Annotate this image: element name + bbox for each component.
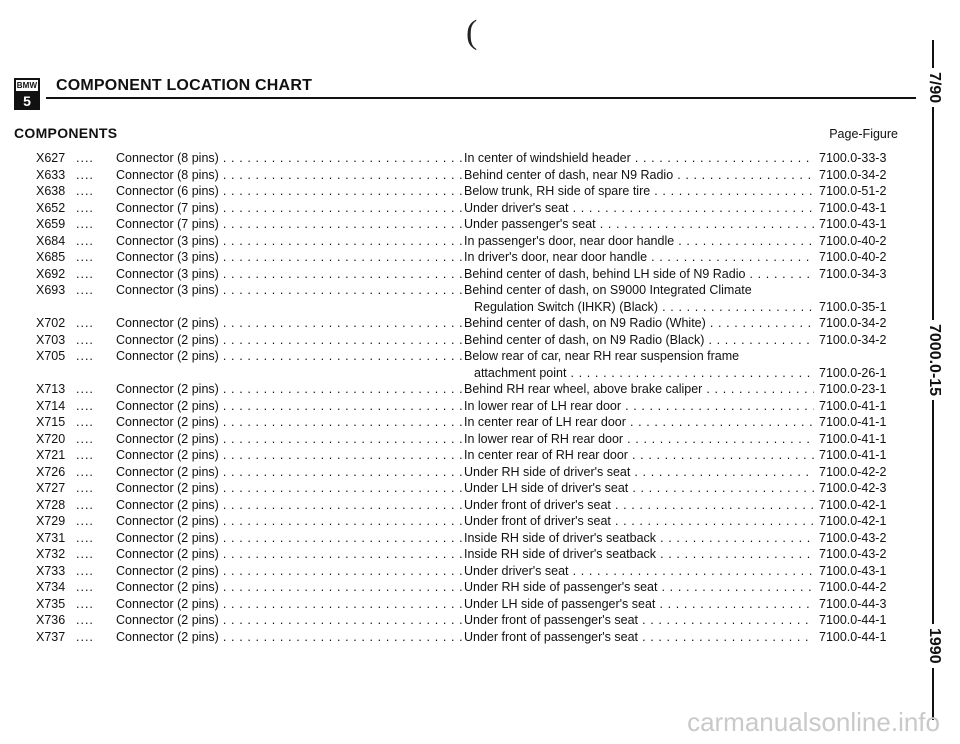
component-location: Under LH side of passenger's seat . . . <box>464 596 814 613</box>
component-description: Connector (7 pins) . . . <box>116 216 466 233</box>
id-leader-dots: .... <box>76 580 94 594</box>
component-id: X713 <box>36 382 66 396</box>
table-row <box>36 398 896 415</box>
component-location: In lower rear of RH rear door . . . <box>464 431 814 448</box>
id-leader-dots: .... <box>76 481 94 495</box>
component-location: Below trunk, RH side of spare tire . . . <box>464 183 814 200</box>
table-row <box>36 381 896 398</box>
component-location: Under driver's seat . . . <box>464 200 814 217</box>
component-description: Connector (2 pins) . . . <box>116 414 466 431</box>
component-id: X729 <box>36 514 66 528</box>
id-leader-dots: .... <box>76 448 94 462</box>
component-location: Behind center of dash, on N9 Radio (White) . . . <box>464 315 814 332</box>
component-location: Behind center of dash, behind LH side of N9 Radio . . . <box>464 266 814 283</box>
component-description: Connector (2 pins) . . . <box>116 315 466 332</box>
table-row <box>36 299 896 316</box>
page-figure-ref: 7100.0-44-1 <box>819 613 887 627</box>
id-leader-dots: .... <box>76 200 94 215</box>
component-description: Connector (2 pins) . . . <box>116 563 466 580</box>
page-figure-ref: 7100.0-43-2 <box>819 530 887 545</box>
component-description: Connector (2 pins) . . . <box>116 596 466 613</box>
component-location: Regulation Switch (IHKR) (Black) . . . <box>464 299 814 316</box>
table-row <box>36 480 896 497</box>
id-leader-dots: .... <box>76 217 94 231</box>
page-figure-ref: 7100.0-44-2 <box>819 580 887 594</box>
table-row <box>36 464 896 481</box>
component-id: X702 <box>36 316 66 330</box>
table-row <box>36 431 896 448</box>
component-id: X684 <box>36 233 66 248</box>
table-row <box>36 546 896 563</box>
id-leader-dots: .... <box>76 332 94 347</box>
component-location: In center rear of LH rear door . . . <box>464 414 814 431</box>
page-figure-ref: 7100.0-34-3 <box>819 266 887 281</box>
component-description: Connector (2 pins) . . . <box>116 398 466 415</box>
component-id: X693 <box>36 283 66 297</box>
page-figure-ref: 7100.0-42-1 <box>819 497 887 512</box>
component-location: Inside RH side of driver's seatback . . . <box>464 546 814 563</box>
component-location: Under driver's seat . . . <box>464 563 814 580</box>
page-figure-ref: 7100.0-34-2 <box>819 332 887 347</box>
component-description: Connector (2 pins) . . . <box>116 497 466 514</box>
page-figure-ref: 7100.0-34-2 <box>819 316 887 330</box>
id-leader-dots: .... <box>76 316 94 330</box>
component-description: Connector (3 pins) . . . <box>116 266 466 283</box>
component-description: Connector (8 pins) . . . <box>116 150 466 167</box>
id-leader-dots: .... <box>76 464 94 479</box>
table-row <box>36 563 896 580</box>
component-description: Connector (2 pins) . . . <box>116 431 466 448</box>
id-leader-dots: .... <box>76 596 94 611</box>
component-location: In driver's door, near door handle . . . <box>464 249 814 266</box>
component-id: X728 <box>36 497 66 512</box>
component-id: X627 <box>36 151 66 165</box>
page-figure-ref: 7100.0-23-1 <box>819 382 887 396</box>
component-description: Connector (2 pins) . . . <box>116 464 466 481</box>
component-id: X715 <box>36 415 66 429</box>
table-row <box>36 315 896 332</box>
page-figure-ref: 7100.0-42-2 <box>819 464 887 479</box>
id-leader-dots: .... <box>76 613 94 627</box>
id-leader-dots: .... <box>76 266 94 281</box>
id-leader-dots: .... <box>76 382 94 396</box>
page-figure-header: Page-Figure <box>829 127 898 141</box>
component-location: Behind center of dash, on S9000 Integrated Climate <box>464 283 752 297</box>
component-id: X736 <box>36 613 66 627</box>
component-description: Connector (2 pins) . . . <box>116 332 466 349</box>
watermark: carmanualsonline.info <box>687 707 940 737</box>
page-figure-ref: 7100.0-35-1 <box>819 299 887 314</box>
page-figure-ref: 7100.0-41-1 <box>819 448 887 462</box>
logo-series-number: 5 <box>16 93 38 110</box>
component-id: X633 <box>36 167 66 182</box>
id-leader-dots: .... <box>76 233 94 248</box>
id-leader-dots: .... <box>76 514 94 528</box>
side-page-number: 7000.0-15 <box>925 320 943 400</box>
id-leader-dots: .... <box>76 563 94 578</box>
component-id: X733 <box>36 563 66 578</box>
table-row <box>36 282 896 299</box>
page-figure-ref: 7100.0-40-2 <box>819 250 887 264</box>
component-id: X692 <box>36 266 66 281</box>
table-row <box>36 629 896 646</box>
table-row <box>36 216 896 233</box>
component-id: X685 <box>36 250 66 264</box>
table-row <box>36 612 896 629</box>
page-figure-ref: 7100.0-41-1 <box>819 431 887 446</box>
component-location: Inside RH side of driver's seatback . . . <box>464 530 814 547</box>
component-id: X714 <box>36 398 66 413</box>
component-location: Under LH side of driver's seat . . . <box>464 480 814 497</box>
table-row <box>36 497 896 514</box>
page-figure-ref: 7100.0-44-3 <box>819 596 887 611</box>
table-row <box>36 150 896 167</box>
component-id: X705 <box>36 349 66 363</box>
component-description: Connector (2 pins) . . . <box>116 629 466 646</box>
component-id: X652 <box>36 200 66 215</box>
component-description: Connector (2 pins) . . . <box>116 579 466 596</box>
table-row <box>36 233 896 250</box>
component-description: Connector (3 pins) . . . <box>116 249 466 266</box>
bmw-5-series-logo <box>14 78 40 110</box>
side-date: 7/90 <box>925 68 943 107</box>
component-location: attachment point . . . <box>464 365 814 382</box>
id-leader-dots: .... <box>76 398 94 413</box>
table-row <box>36 365 896 382</box>
component-description: Connector (2 pins) . . . <box>116 546 466 563</box>
table-row <box>36 266 896 283</box>
component-description: Connector (8 pins) . . . <box>116 167 466 184</box>
component-id: X727 <box>36 481 66 495</box>
logo-brand-text: BMW <box>16 80 38 93</box>
component-location: In center of windshield header . . . <box>464 150 814 167</box>
component-location: Under RH side of passenger's seat . . . <box>464 579 814 596</box>
component-location: Under RH side of driver's seat . . . <box>464 464 814 481</box>
id-leader-dots: .... <box>76 547 94 561</box>
component-id: X721 <box>36 448 66 462</box>
component-id: X735 <box>36 596 66 611</box>
title-rule <box>46 97 916 99</box>
component-description: Connector (2 pins) . . . <box>116 348 466 365</box>
table-row <box>36 348 896 365</box>
stray-parenthesis: ( <box>466 14 478 51</box>
id-leader-dots: .... <box>76 184 94 198</box>
component-description: Connector (2 pins) . . . <box>116 513 466 530</box>
component-id: X726 <box>36 464 66 479</box>
component-id: X703 <box>36 332 66 347</box>
id-leader-dots: .... <box>76 250 94 264</box>
id-leader-dots: .... <box>76 629 94 644</box>
table-row <box>36 579 896 596</box>
component-description: Connector (2 pins) . . . <box>116 480 466 497</box>
table-row <box>36 249 896 266</box>
table-row <box>36 167 896 184</box>
id-leader-dots: .... <box>76 151 94 165</box>
component-location: Under front of driver's seat . . . <box>464 513 814 530</box>
id-leader-dots: .... <box>76 415 94 429</box>
component-location: Under front of passenger's seat . . . <box>464 629 814 646</box>
page-figure-ref: 7100.0-43-1 <box>819 217 887 231</box>
page-figure-ref: 7100.0-40-2 <box>819 233 887 248</box>
component-table <box>36 150 896 645</box>
table-row <box>36 513 896 530</box>
component-id: X720 <box>36 431 66 446</box>
page-figure-ref: 7100.0-44-1 <box>819 629 887 644</box>
component-location: Behind RH rear wheel, above brake caliper . . . <box>464 381 814 398</box>
page-figure-ref: 7100.0-33-3 <box>819 151 887 165</box>
page-figure-ref: 7100.0-42-3 <box>819 481 887 495</box>
component-description: Connector (2 pins) . . . <box>116 447 466 464</box>
page-figure-ref: 7100.0-43-2 <box>819 547 887 561</box>
component-location: In center rear of RH rear door . . . <box>464 447 814 464</box>
table-row <box>36 530 896 547</box>
id-leader-dots: .... <box>76 167 94 182</box>
section-title: COMPONENTS <box>14 125 118 141</box>
component-id: X734 <box>36 580 66 594</box>
component-description: Connector (3 pins) . . . <box>116 282 466 299</box>
table-row <box>36 414 896 431</box>
component-description: Connector (2 pins) . . . <box>116 381 466 398</box>
component-id: X731 <box>36 530 66 545</box>
table-row <box>36 200 896 217</box>
component-description: Connector (2 pins) . . . <box>116 530 466 547</box>
component-location: Below rear of car, near RH rear suspension frame <box>464 349 740 363</box>
component-location: Under passenger's seat . . . <box>464 216 814 233</box>
id-leader-dots: .... <box>76 530 94 545</box>
page-title: COMPONENT LOCATION CHART <box>56 77 313 94</box>
page-figure-ref: 7100.0-42-1 <box>819 514 887 528</box>
page-figure-ref: 7100.0-41-1 <box>819 398 887 413</box>
page-figure-ref: 7100.0-41-1 <box>819 415 887 429</box>
component-id: X737 <box>36 629 66 644</box>
component-description: Connector (7 pins) . . . <box>116 200 466 217</box>
page-figure-ref: 7100.0-26-1 <box>819 365 887 380</box>
component-location: Under front of driver's seat . . . <box>464 497 814 514</box>
component-description: Connector (3 pins) . . . <box>116 233 466 250</box>
page-figure-ref: 7100.0-51-2 <box>819 184 887 198</box>
table-row <box>36 447 896 464</box>
component-description: Connector (6 pins) . . . <box>116 183 466 200</box>
component-description: Connector (2 pins) . . . <box>116 612 466 629</box>
component-location: Behind center of dash, near N9 Radio . . . <box>464 167 814 184</box>
component-location: Behind center of dash, on N9 Radio (Black) . . . <box>464 332 814 349</box>
id-leader-dots: .... <box>76 349 94 363</box>
table-row <box>36 332 896 349</box>
component-location: Under front of passenger's seat . . . <box>464 612 814 629</box>
page-figure-ref: 7100.0-34-2 <box>819 167 887 182</box>
component-location: In lower rear of LH rear door . . . <box>464 398 814 415</box>
component-id: X659 <box>36 217 66 231</box>
page-figure-ref: 7100.0-43-1 <box>819 200 887 215</box>
component-id: X638 <box>36 184 66 198</box>
component-location: In passenger's door, near door handle . . . <box>464 233 814 250</box>
table-row <box>36 596 896 613</box>
page-figure-ref: 7100.0-43-1 <box>819 563 887 578</box>
id-leader-dots: .... <box>76 283 94 297</box>
side-year: 1990 <box>925 624 943 668</box>
id-leader-dots: .... <box>76 497 94 512</box>
id-leader-dots: .... <box>76 431 94 446</box>
table-row <box>36 183 896 200</box>
component-id: X732 <box>36 547 66 561</box>
